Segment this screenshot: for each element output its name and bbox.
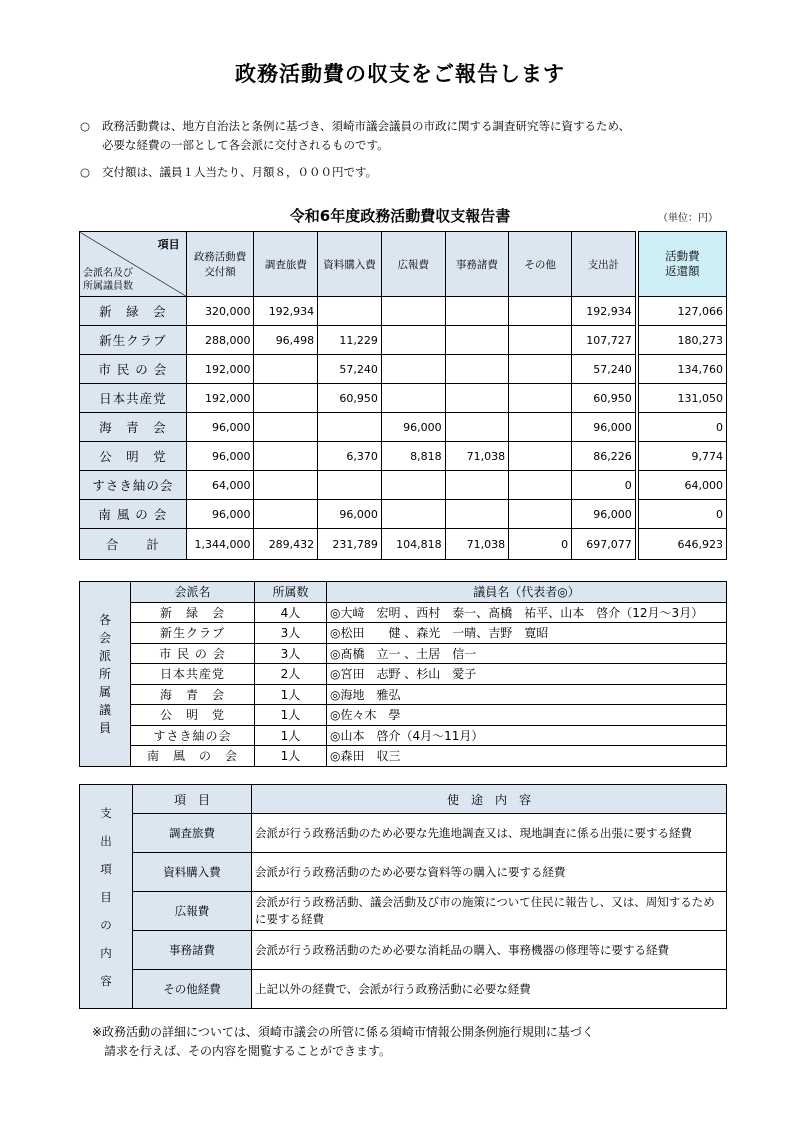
amount-survey: 96,498 [254,326,318,355]
expense-row [80,970,727,1009]
member-count: 4人 [255,602,327,623]
amount-refund: 134,760 [638,355,726,384]
amount-refund: 64,000 [638,471,726,500]
expense-desc: 上記以外の経費で、会派が行う政務活動に必要な経費 [252,970,727,1009]
total-row [80,529,727,560]
member-row [80,725,727,746]
footnote-line: ※政務活動の詳細については、須崎市議会の所管に係る須崎市情報公開条例施行規則に基づく [92,1025,594,1039]
party-row [80,326,727,355]
amount-materials: 60,950 [318,384,382,413]
amount-materials: 11,229 [318,326,382,355]
amount-survey: 289,432 [254,529,318,560]
expense-item: 事務諸費 [133,931,252,970]
expense-row [80,814,727,853]
member-party: 新 緑 会 [131,602,255,623]
amount-pr [381,384,445,413]
amount-office [445,355,509,384]
bullet-amount [80,163,377,182]
amount-total: 697,077 [572,529,636,560]
amount-materials: 231,789 [318,529,382,560]
amount-total: 60,950 [572,384,636,413]
party-name: 南 風 の 会 [80,500,187,529]
party-row [80,413,727,442]
member-row [80,746,727,767]
amount-office [445,500,509,529]
bullet-text: 交付額は、議員１人当たり、月額８，０００円です。 [102,165,378,179]
amount-grant: 96,000 [186,413,254,442]
member-party: 新生クラブ [131,623,255,644]
amount-survey [254,471,318,500]
member-row [80,643,727,664]
party-row [80,471,727,500]
member-count: 1人 [255,746,327,767]
header-pr: 広報費 [381,232,445,297]
party-row [80,297,727,326]
members-header-names: 議員名（代表者◎） [327,582,727,603]
party-name: 市 民 の 会 [80,355,187,384]
amount-refund: 646,923 [638,529,726,560]
member-party: 市 民 の 会 [131,643,255,664]
header-item-label: 項目 [157,238,180,251]
footnote-line: 請求を行えば、その内容を閲覧することができます。 [104,1044,392,1058]
expense-desc: 会派が行う政務活動のため必要な先進地調査又は、現地調査に係る出張に要する経費 [252,814,727,853]
expense-item: 資料購入費 [133,853,252,892]
amount-refund: 0 [638,500,726,529]
amount-other [509,413,572,442]
expense-item: その他経費 [133,970,252,1009]
header-materials: 資料購入費 [318,232,382,297]
member-row [80,705,727,726]
bullet-text: 必要な経費の一部として各会派に交付されるものです。 [102,138,389,152]
member-count: 1人 [255,684,327,705]
footnote [92,1023,594,1061]
member-count: 1人 [255,705,327,726]
expense-row [80,853,727,892]
member-row [80,602,727,623]
amount-office [445,297,509,326]
amount-pr: 104,818 [381,529,445,560]
party-name: 公 明 党 [80,442,187,471]
amount-pr [381,471,445,500]
amount-pr: 96,000 [381,413,445,442]
members-side-label [80,582,131,767]
side-label-text: 支 出 項 目 の 内 容 [100,805,112,988]
amount-materials: 57,240 [318,355,382,384]
amount-grant: 192,000 [186,384,254,413]
party-row [80,355,727,384]
amount-refund: 180,273 [638,326,726,355]
amount-refund: 0 [638,413,726,442]
amount-refund: 131,050 [638,384,726,413]
amount-other [509,471,572,500]
amount-grant: 1,344,000 [186,529,254,560]
amount-grant: 64,000 [186,471,254,500]
expense-row [80,931,727,970]
expense-item: 調査旅費 [133,814,252,853]
header-refund-1: 活動費 [665,249,700,263]
member-names: ◎宮田 志野 、杉山 愛子 [327,664,727,685]
member-names: ◎髙橋 立一 、土居 信一 [327,643,727,664]
header-refund [638,232,726,297]
amount-other [509,384,572,413]
amount-total: 57,240 [572,355,636,384]
amount-materials: 96,000 [318,500,382,529]
header-party-label-2: 所属議員数 [83,281,133,292]
member-count: 3人 [255,623,327,644]
member-names: ◎森田 収三 [327,746,727,767]
expense-header-row [80,785,727,814]
amount-other: 0 [509,529,572,560]
member-party: 日本共産党 [131,664,255,685]
amount-office [445,384,509,413]
amount-refund: 9,774 [638,442,726,471]
member-party: 南 風 の 会 [131,746,255,767]
amount-refund: 127,066 [638,297,726,326]
amount-total: 86,226 [572,442,636,471]
amount-pr [381,500,445,529]
amount-materials [318,471,382,500]
page-title: 政務活動費の収支をご報告します [235,62,565,86]
amount-survey [254,413,318,442]
party-name: すさき紬の会 [80,471,187,500]
expense-header-item: 項 目 [133,785,252,814]
amount-other [509,500,572,529]
amount-total: 0 [572,471,636,500]
member-names: ◎佐々木 學 [327,705,727,726]
unit-label: （単位：円） [658,213,718,224]
amount-total: 192,934 [572,297,636,326]
member-count: 2人 [255,664,327,685]
report-title: 令和6年度政務活動費収支報告書 [289,207,511,225]
amount-office [445,326,509,355]
amount-survey [254,500,318,529]
member-row [80,684,727,705]
party-name: 新生クラブ [80,326,187,355]
member-row [80,664,727,685]
expense-row [80,892,727,931]
bullet-mark: ○ [80,165,91,179]
members-header-count: 所属数 [255,582,327,603]
amount-total: 107,727 [572,326,636,355]
header-refund-2: 返還額 [665,264,700,278]
side-label-text: 各 会 派 所 属 議 員 [98,612,111,735]
bullet-text: 政務活動費は、地方自治法と条例に基づき、須崎市議会議員の市政に関する調査研究等に資するため、 [102,119,631,133]
amount-materials [318,413,382,442]
amount-materials [318,297,382,326]
header-survey: 調査旅費 [254,232,318,297]
member-party: 公 明 党 [131,705,255,726]
party-row [80,442,727,471]
amount-survey [254,384,318,413]
party-name: 新 緑 会 [80,297,187,326]
member-party: すさき紬の会 [131,725,255,746]
expense-side-label [80,785,133,1009]
amount-grant: 320,000 [186,297,254,326]
party-row [80,500,727,529]
bullet-mark: ○ [80,119,91,133]
member-count: 3人 [255,643,327,664]
party-name: 日本共産党 [80,384,187,413]
header-grant-1: 政務活動費 [193,251,247,263]
expense-desc: 会派が行う政務活動、議会活動及び市の施策について住民に報告し、又は、周知するために要する経費 [252,892,727,931]
amount-survey [254,355,318,384]
amount-total: 96,000 [572,413,636,442]
amount-grant: 192,000 [186,355,254,384]
amount-grant: 96,000 [186,442,254,471]
expense-desc: 会派が行う政務活動のため必要な消耗品の購入、事務機器の修理等に要する経費 [252,931,727,970]
member-count: 1人 [255,725,327,746]
amount-other [509,355,572,384]
header-party-label-1: 会派名及び [83,268,133,279]
header-office: 事務諸費 [445,232,509,297]
expense-header-use: 使 途 内 容 [252,785,727,814]
member-names: ◎海地 雅弘 [327,684,727,705]
amount-office [445,471,509,500]
member-row [80,623,727,644]
header-total: 支出計 [572,232,636,297]
bullet-purpose [80,117,630,155]
expense-items-table [79,784,727,1009]
member-names: ◎松田 健 、森光 一晴、吉野 寛昭 [327,623,727,644]
party-name: 海 青 会 [80,413,187,442]
report-table [79,231,727,560]
amount-pr [381,297,445,326]
header-grant [186,232,254,297]
header-grant-2: 交付額 [204,266,236,278]
amount-other [509,442,572,471]
expense-item: 広報費 [133,892,252,931]
party-name: 合 計 [80,529,187,560]
amount-materials: 6,370 [318,442,382,471]
amount-grant: 96,000 [186,500,254,529]
amount-survey: 192,934 [254,297,318,326]
party-row [80,384,727,413]
member-names: ◎山本 啓介（4月～11月） [327,725,727,746]
members-header-row [80,582,727,603]
amount-office: 71,038 [445,529,509,560]
amount-office [445,413,509,442]
amount-pr [381,355,445,384]
member-party: 海 青 会 [131,684,255,705]
members-table [79,581,727,767]
amount-pr: 8,818 [381,442,445,471]
header-corner [80,232,187,297]
amount-pr [381,326,445,355]
amount-survey [254,442,318,471]
amount-other [509,326,572,355]
amount-grant: 288,000 [186,326,254,355]
header-row [80,232,727,297]
amount-office: 71,038 [445,442,509,471]
member-names: ◎大﨑 宏明 、西村 泰一、髙橋 祐平、山本 啓介（12月～3月） [327,602,727,623]
members-header-party: 会派名 [131,582,255,603]
amount-total: 96,000 [572,500,636,529]
expense-desc: 会派が行う政務活動のため必要な資料等の購入に要する経費 [252,853,727,892]
amount-other [509,297,572,326]
header-other: その他 [509,232,572,297]
header-party-label [83,267,133,293]
